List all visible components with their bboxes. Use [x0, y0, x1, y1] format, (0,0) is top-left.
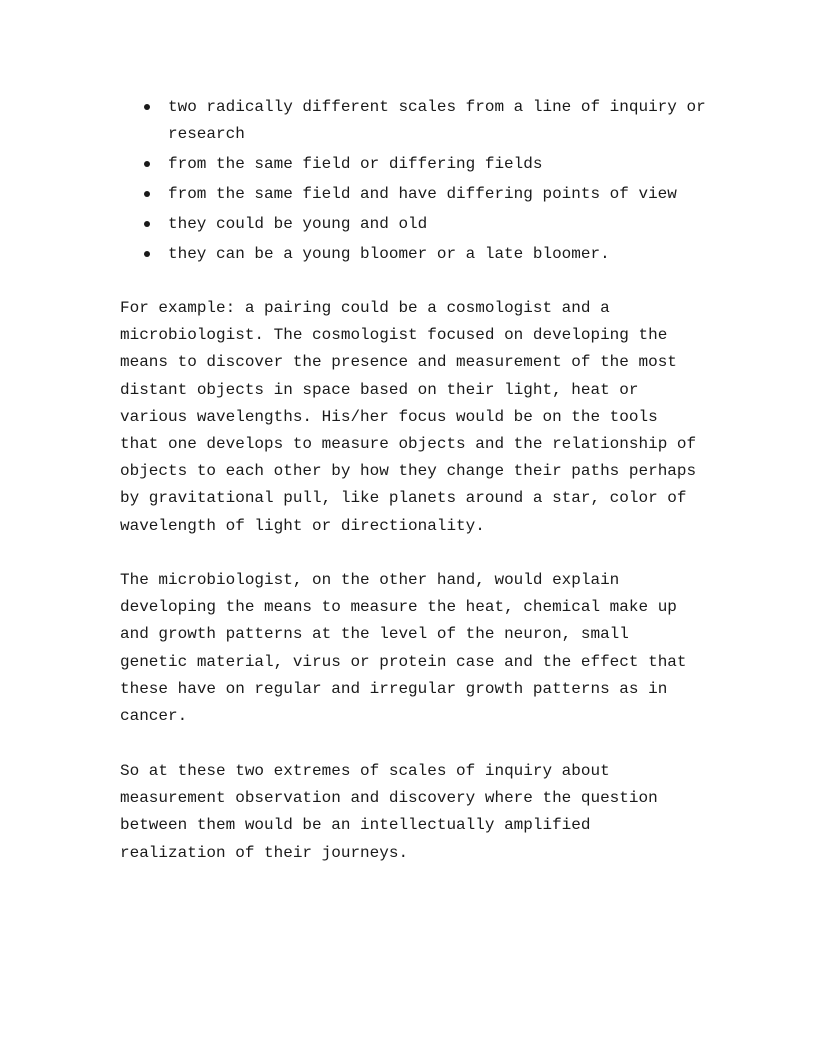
bullet-icon	[144, 251, 150, 257]
microbiologist-paragraph: The microbiologist, on the other hand, would explain developing the means to measure the heat, chemical make up and growth patterns at the level of the neuron, small genetic material, virus or protein case and the effect that these have on regular and irregular growth patterns as in cancer.	[120, 571, 687, 726]
list-item	[168, 241, 708, 268]
bullet-icon	[144, 104, 150, 110]
list-item-text: from the same field and have differing points of view	[168, 185, 677, 203]
list-item-text: from the same field or differing fields	[168, 155, 543, 173]
bullet-icon	[144, 161, 150, 167]
list-item	[168, 94, 708, 148]
bullet-icon	[144, 221, 150, 227]
list-item-text: they could be young and old	[168, 215, 428, 233]
list-item-text: they can be a young bloomer or a late bloomer.	[168, 245, 610, 263]
list-item	[168, 151, 708, 178]
list-item-text: two radically different scales from a line of inquiry or research	[168, 98, 706, 143]
list-item	[168, 211, 708, 238]
conclusion-paragraph: So at these two extremes of scales of inquiry about measurement observation and discovery where the question between them would be an intellectually amplified realization of their journeys.	[120, 762, 658, 862]
example-paragraph: For example: a pairing could be a cosmologist and a microbiologist. The cosmologist focused on developing the means to discover the presence and measurement of the most distant objects in space based on their light, heat or various wavelengths. His/her focus would be on the tools that one develops to measure objects and the relationship of objects to each other by how they change their paths perhaps by gravitational pull, like planets around a star, color of wavelength of light or directionality.	[120, 299, 697, 535]
bullet-icon	[144, 191, 150, 197]
list-item	[168, 181, 708, 208]
